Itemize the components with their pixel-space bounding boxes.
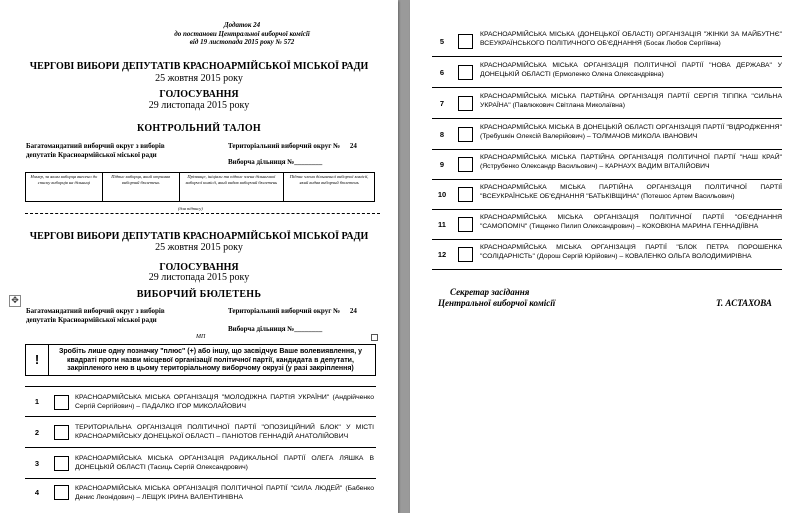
- candidate-text: КРАСНОАРМІЙСЬКА МІСЬКА ПАРТІЙНА ОРГАНІЗАЦІЯ ПОЛІТИЧНОЇ ПАРТІЇ "ВСЕУКРАЇНСЬКЕ ОБ'ЄДНАННЯ "БАТЬКІВЩИНА" (Потешос Артем Васильович): [480, 184, 782, 200]
- candidate-row-4: [25, 479, 376, 513]
- candidate-row-3: [25, 448, 376, 479]
- candidate-text: КРАСНОАРМІЙСЬКА МІСЬКА ПАРТІЙНА ОРГАНІЗАЦІЯ ПАРТІЇ СЕРГІЯ ТІГІПКА "СИЛЬНА УКРАЇНА" (Павлюкович Світлана Миколаївна): [480, 93, 782, 109]
- candidate-number: 8: [439, 129, 445, 139]
- candidate-number: 9: [439, 160, 445, 169]
- candidate-row-12: [432, 240, 782, 270]
- candidate-checkbox-10[interactable]: [458, 187, 473, 202]
- candidate-checkbox-2[interactable]: [54, 425, 69, 440]
- control-stub-title: КОНТРОЛЬНИЙ ТАЛОН: [137, 123, 261, 134]
- instruction-box: [25, 344, 376, 376]
- ballot-election-title: ЧЕРГОВІ ВИБОРИ ДЕПУТАТІВ КРАСНОАРМІЙСЬКОЇ МІСЬКОЇ РАДИ: [29, 231, 369, 242]
- candidate-checkbox-12[interactable]: [458, 247, 473, 262]
- control-okrug-label: Територіальний виборчий округ №: [228, 142, 341, 150]
- candidate-text: ТЕРИТОРІАЛЬНА ОРГАНІЗАЦІЯ ПОЛІТИЧНОЇ ПАРТІЇ "ОПОЗИЦІЙНИЙ БЛОК" У МІСТІ КРАСНОАРМІЙСЬКУ ДОНЕЦЬКОЇ ОБЛАСТІ – ПАНІОТОВ ГЕННАДІЙ АНАТОЛІЙОВИЧ: [75, 424, 374, 440]
- candidate-text: КРАСНОАРМІЙСЬКА МІСЬКА ОРГАНІЗАЦІЯ ПОЛІТИЧНОЇ ПАРТІЇ "НОВА ДЕРЖАВА" У ДОНЕЦЬКІЙ ОБЛАСТІ (Ермоленко Олена Олександрівна): [480, 62, 782, 78]
- secretary-name: Т. АСТАХОВА: [716, 298, 772, 308]
- candidate-number: 5: [439, 36, 445, 46]
- candidate-text: КРАСНОАРМІЙСЬКА МІСЬКА ПАРТІЙНА ОРГАНІЗАЦІЯ ПОЛІТИЧНОЇ ПАРТІЇ "НАШ КРАЙ" (Яструбенко Олександр Васильович) – КАРНАУХ ВАДИМ ВІТАЛІЙОВИЧ: [480, 154, 782, 170]
- control-election-date: 25 жовтня 2015 року: [155, 73, 243, 84]
- candidate-row-8: [432, 119, 782, 150]
- secretary-title: [438, 287, 555, 309]
- candidate-checkbox-7[interactable]: [458, 96, 473, 111]
- candidate-checkbox-6[interactable]: [458, 65, 473, 80]
- candidate-row-11: [432, 210, 782, 240]
- candidate-text: КРАСНОАРМІЙСЬКА МІСЬКА ОРГАНІЗАЦІЯ "МОЛОДІЖНА ПАРТІЯ УКРАЇНИ" (Андрійченко Сергій Сергійович) – ПАДАЛКО ІГОР МИКОЛАЙОВИЧ: [75, 394, 374, 410]
- candidate-number: 2: [34, 427, 40, 437]
- candidate-row-6: [432, 57, 782, 88]
- control-okrug-number: 24: [349, 142, 357, 150]
- document-page-right: [410, 0, 804, 513]
- ballot-voting-date: 29 листопада 2015 року: [148, 272, 250, 283]
- table-move-handle-icon[interactable]: ✥: [9, 295, 21, 307]
- candidate-checkbox-3[interactable]: [54, 456, 69, 471]
- ballot-seal-mark: МП: [196, 334, 206, 340]
- control-voting-title: ГОЛОСУВАННЯ: [159, 89, 239, 100]
- candidate-text: КРАСНОАРМІЙСЬКА МІСЬКА (ДОНЕЦЬКОЇ ОБЛАСТІ) ОРГАНІЗАЦІЯ "ЖІНКИ ЗА МАЙБУТНЄ" ВСЕУКРАЇНСЬКОГО ПОЛІТИЧНОГО ОБ'ЄДНАННЯ (Босак Любов Сергіївна): [480, 31, 782, 47]
- ballot-okrug-label: Територіальний виборчий округ №: [228, 307, 341, 315]
- candidate-text: КРАСНОАРМІЙСЬКА МІСЬКА ОРГАНІЗАЦІЯ РАДИКАЛЬНОЇ ПАРТІЇ ОЛЕГА ЛЯШКА В ДОНЕЦЬКІЙ ОБЛАСТІ (Тасиць Сергій Олександрович): [75, 455, 374, 471]
- candidate-checkbox-9[interactable]: [458, 157, 473, 172]
- addendum-line-1: Додаток 24: [223, 21, 261, 29]
- control-stub-table: [25, 172, 375, 202]
- stub-table-row: [26, 173, 375, 202]
- control-okrug-left-line-1: Багатомандатний виборчий округ з виборів: [26, 142, 165, 150]
- exclamation-icon: !: [26, 345, 49, 375]
- candidate-row-2: [25, 417, 376, 448]
- stub-cell-voter-number: Номер, за яким виборця внесено до списку виборців на дільниці: [26, 173, 103, 202]
- candidate-checkbox-5[interactable]: [458, 34, 473, 49]
- addendum-note: [152, 21, 332, 47]
- secretary-title-line-1: Секретар засідання: [450, 287, 530, 297]
- ballot-okrug-left-line-2: депутатів Красноармійської міської ради: [26, 315, 157, 324]
- resize-handle-icon[interactable]: [371, 334, 378, 341]
- ballot-okrug-right: [228, 307, 378, 316]
- control-okrug-left: [26, 142, 196, 159]
- candidate-row-9: [432, 150, 782, 180]
- document-page-left: [0, 0, 398, 513]
- ballot-okrug-left-line-1: Багатомандатний виборчий округ з виборів: [26, 307, 165, 315]
- control-election-title: ЧЕРГОВІ ВИБОРИ ДЕПУТАТІВ КРАСНОАРМІЙСЬКОЇ МІСЬКОЇ РАДИ: [29, 61, 369, 72]
- control-voting-date: 29 листопада 2015 року: [148, 100, 250, 111]
- candidate-checkbox-8[interactable]: [458, 127, 473, 142]
- candidate-number: 6: [439, 67, 445, 77]
- candidate-checkbox-4[interactable]: [54, 485, 69, 500]
- control-okrug-right: [228, 142, 378, 151]
- instruction-text: Зробіть лише одну позначку "плюс" (+) або іншу, що засвідчує Ваше волевиявлення, у квадраті проти назви місцевої організації політичної партії, кандидата в депутати, закріпленого нею в цьому територіальному виборчому окрузі (у разі закріплення): [59, 348, 362, 372]
- candidate-number: 11: [438, 220, 446, 229]
- control-okrug-left-line-2: депутатів Красноармійської міської ради: [26, 150, 157, 159]
- stub-cell-voter-signature: Підпис виборця, який отримав виборчий бюлетень: [102, 173, 179, 202]
- cut-line: [25, 213, 380, 214]
- ballot-voting-title: ГОЛОСУВАННЯ: [159, 262, 239, 273]
- secretary-title-line-2: Центральної виборчої комісії: [438, 298, 556, 308]
- candidate-row-1: [25, 386, 376, 417]
- addendum-line-2: до постанови Центральної виборчої комісії: [174, 29, 310, 38]
- candidate-checkbox-11[interactable]: [458, 217, 473, 232]
- candidate-text: КРАСНОАРМІЙСЬКА МІСЬКА В ДОНЕЦЬКІЙ ОБЛАСТІ ОРГАНІЗАЦІЯ ПАРТІЇ "ВІДРОДЖЕННЯ" (Требушкін Олексій Валерійович) – ТОЛМАЧОВ МИКОЛА ІВАНОВИЧ: [480, 124, 782, 140]
- candidate-row-5: [432, 26, 782, 57]
- candidate-text: КРАСНОАРМІЙСЬКА МІСЬКА ОРГАНІЗАЦІЯ ПОЛІТИЧНОЇ ПАРТІЇ "СИЛА ЛЮДЕЙ" (Бабенко Денис Леонідович) – ЛЕЩУК ІРИНА ВАЛЕНТИНІВНА: [75, 485, 374, 501]
- ballot-station: Виборча дільниця №________: [228, 325, 323, 333]
- ballot-election-date: 25 жовтня 2015 року: [155, 242, 243, 253]
- candidate-text: КРАСНОАРМІЙСЬКА МІСЬКА ОРГАНІЗАЦІЯ ПОЛІТИЧНОЇ ПАРТІЇ "ОБ'ЄДНАННЯ "САМОПОМІЧ" (Тищенко Пилип Олександрович) – КОКОВКІНА МАРИНА ГЕННАДІЇВНА: [480, 214, 782, 230]
- candidate-number: 3: [34, 458, 40, 468]
- control-station: Виборча дільниця №________: [228, 158, 323, 166]
- candidate-row-7: [432, 88, 782, 119]
- addendum-line-3: від 19 листопада 2015 року № 572: [189, 38, 295, 46]
- candidate-number: 4: [34, 487, 40, 497]
- ballot-okrug-number: 24: [349, 307, 357, 315]
- candidate-number: 1: [34, 397, 40, 406]
- ballot-okrug-left: [26, 307, 196, 324]
- candidate-text: КРАСНОАРМІЙСЬКА МІСЬКА ОРГАНІЗАЦІЯ ПАРТІЇ "БЛОК ПЕТРА ПОРОШЕНКА "СОЛІДАРНІСТЬ" (Дорош Сергій Юрійович) – КОВАЛЕНКО ОЛЬГА ВОЛОДИМИРІВНА: [480, 244, 782, 260]
- candidate-number: 7: [439, 98, 445, 108]
- stub-cell-member-signature: Підпис члена дільничної виборчої комісії, який видав виборчий бюлетень: [284, 173, 375, 202]
- sign-note: (для підпису): [178, 206, 203, 211]
- candidate-row-10: [432, 180, 782, 210]
- stub-cell-member-name: Прізвище, ініціали та підпис члена дільничної виборчої комісії, який видав виборчий бюлетень: [179, 173, 284, 202]
- candidate-number: 10: [437, 190, 447, 199]
- candidate-checkbox-1[interactable]: [54, 395, 69, 410]
- ballot-heading: ВИБОРЧИЙ БЮЛЕТЕНЬ: [136, 289, 262, 300]
- candidate-number: 12: [437, 250, 447, 259]
